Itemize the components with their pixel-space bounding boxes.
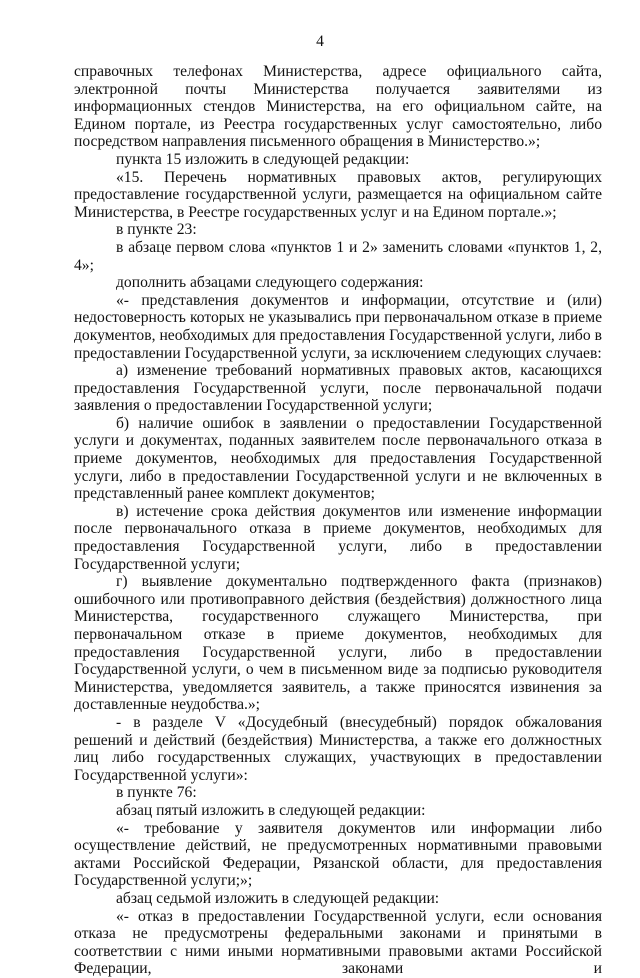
paragraph: в абзаце первом слова «пунктов 1 и 2» заменить словами «пунктов 1, 2, 4»; [74, 238, 602, 274]
page-number: 4 [316, 33, 324, 50]
paragraph: в пункте 23: [116, 221, 197, 239]
paragraph: в) истечение срока действия документов или изменение информации после первоначального отказа в приеме документов, необходимых для предоставления Государственной услуги, либо в предоставлении Государственной услуги; [74, 502, 602, 573]
paragraph: абзац пятый изложить в следующей редакции: [116, 801, 426, 819]
paragraph: «15. Перечень нормативных правовых актов, регулирующих предоставление государственной услуги, размещается на официальном сайте Министерства, в Реестре государственных услуг и на Едином портале.»; [74, 168, 602, 221]
paragraph: пункта 15 изложить в следующей редакции: [116, 150, 410, 168]
paragraph: «- требование у заявителя документов или информации либо осуществление действий, не предусмотренных нормативными правовыми актами Российской Федерации, Рязанской области, для предоставления Государственной услуги;»; [74, 819, 602, 890]
paragraph: - в разделе V «Досудебный (внесудебный) порядок обжалования решений и действий (бездействия) Министерства, а также его должностных лиц либо государственных служащих, участвующих в предоставлении Государственной услуги»: [74, 713, 602, 784]
paragraph: дополнить абзацами следующего содержания: [116, 274, 424, 292]
document-body [74, 63, 602, 978]
paragraph: абзац седьмой изложить в следующей редакции: [116, 889, 440, 907]
paragraph: а) изменение требований нормативных правовых актов, касающихся предоставления Государственной услуги, после первоначальной подачи заявления о предоставлении Государственной услуги; [74, 362, 602, 415]
paragraph: «- отказ в предоставлении Государственной услуги, если основания отказа не предусмотрены федеральными законами и принятыми в соответствии с ними иными нормативными правовыми актами Российской Федерации, законами и [74, 907, 602, 978]
paragraph: в пункте 76: [116, 784, 197, 802]
paragraph: справочных телефонах Министерства, адресе официального сайта, электронной почты Министерства получается заявителями из информационных стендов Министерства, на его официальном сайте, на Едином портале, из Реестра государственных услуг самостоятельно, либо посредством направления письменного обращения в Министерство.»; [74, 63, 602, 151]
paragraph: «- представления документов и информации, отсутствие и (или) недостоверность которых не указывались при первоначальном отказе в приеме документов, необходимых для предоставления Государственной услуги, либо в предоставлении Государственной услуги, за исключением следующих случаев: [74, 291, 602, 362]
paragraph: б) наличие ошибок в заявлении о предоставлении Государственной услуги и документах, поданных заявителем после первоначального отказа в приеме документов, необходимых для предоставления Государственной услуги, либо в предоставлении Государственной услуги и не включенных в представленный ранее комплект документов; [74, 414, 602, 503]
paragraph: г) выявление документально подтвержденного факта (признаков) ошибочного или противоправного действия (бездействия) должностного лица Министерства, государственного служащего Министерства, при первоначальном отказе в приеме документов, необходимых для предоставления Государственной услуги, либо в предоставлении Государственной услуги, о чем в письменном виде за подписью руководителя Министерства, уведомляется заявитель, а также приносятся извинения за доставленные неудобства.»; [74, 573, 602, 714]
